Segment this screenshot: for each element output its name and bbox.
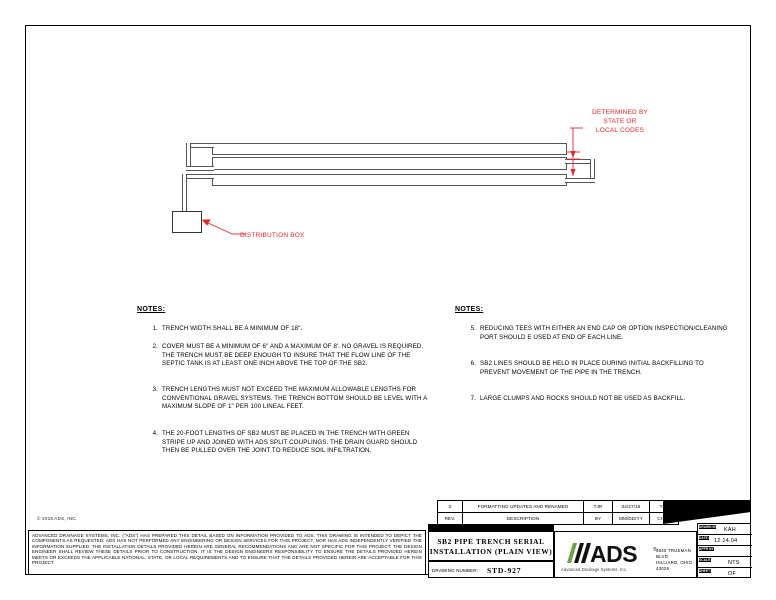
svg-text:®: ® bbox=[653, 547, 657, 553]
title-block-meta-cell bbox=[697, 523, 751, 578]
callout-line-3: LOCAL CODES bbox=[595, 127, 645, 134]
note-text: LARGE CLUMPS AND ROCKS SHOULD NOT BE USED AS BACKFILL. bbox=[480, 395, 686, 402]
meta-label-drawn-by: DRAWN BY: bbox=[699, 525, 719, 529]
meta-row-appr-by bbox=[698, 546, 752, 557]
revision-table bbox=[437, 500, 679, 525]
ads-address bbox=[656, 548, 696, 572]
meta-row-scale bbox=[698, 557, 752, 568]
meta-label-date: DATE: bbox=[699, 536, 710, 540]
title-block-drawing-number-cell bbox=[428, 561, 554, 578]
title-block-logo-cell bbox=[554, 531, 697, 578]
copyright-text: © 2016 ADS, INC. bbox=[37, 516, 78, 521]
callout-distribution-box: DISTRIBUTION BOX bbox=[240, 232, 305, 239]
meta-row-sheet bbox=[698, 568, 752, 579]
note-number: 6. bbox=[470, 360, 476, 367]
meta-value-sheet: OF bbox=[728, 571, 737, 577]
revision-header-rev: REV. bbox=[438, 513, 463, 525]
revision-rev: 2 bbox=[438, 501, 463, 513]
note-number: 3. bbox=[152, 386, 158, 393]
ads-tagline: Advanced Drainage Systems, Inc. bbox=[561, 567, 628, 572]
trench-pipe-3 bbox=[212, 174, 567, 186]
note-text: REDUCING TEES WITH EITHER AN END CAP OR OPTION INSPECTION/CLEANING PORT SHOULD E USED AT END OF EACH LINE. bbox=[480, 325, 728, 341]
note-item bbox=[145, 386, 430, 412]
revision-description: FORMATTING UPDATES AND RENAMED bbox=[463, 501, 584, 513]
meta-label-sheet: SHEET: bbox=[699, 569, 711, 573]
dbox-feed-vertical bbox=[182, 174, 187, 214]
revision-date: 04/27/16 bbox=[613, 501, 650, 513]
title-block-title-cell bbox=[428, 531, 554, 561]
note-number: 4. bbox=[152, 430, 158, 437]
right-elbow-bottom-run bbox=[565, 178, 595, 183]
note-text: THE 20-FOOT LENGTHS OF SB2 MUST BE PLACED IN THE TRENCH WITH GREEN STRIPE UP AND JOINED WITH ADS SPLIT COUPLINGS. THE DRAIN GUARD SHOULD THEN BE PULLED OVER THE JOINT TO REDUCE SOIL INFILTRATION. bbox=[162, 430, 418, 455]
distribution-box bbox=[172, 211, 202, 233]
callout-determined-by-codes bbox=[560, 108, 680, 135]
note-number: 1. bbox=[152, 325, 158, 332]
meta-row-date bbox=[698, 535, 752, 546]
trench-pipe-2 bbox=[212, 157, 567, 170]
callout-line-2: STATE OR bbox=[603, 118, 637, 125]
revision-header-row bbox=[438, 513, 679, 525]
notes-left-heading: NOTES: bbox=[137, 306, 166, 313]
note-item bbox=[463, 325, 728, 342]
note-number: 7. bbox=[470, 395, 476, 402]
drawing-number-value: STD-927 bbox=[487, 566, 522, 575]
revision-header-chkd: CHKD bbox=[650, 513, 679, 525]
meta-value-date: 12.14.04 bbox=[714, 538, 738, 544]
note-item bbox=[145, 343, 430, 369]
note-number: 2. bbox=[152, 343, 158, 350]
revision-header-date: MM/DD/YY bbox=[613, 513, 650, 525]
notes-right-heading: NOTES: bbox=[455, 306, 484, 313]
note-text: COVER MUST BE A MINIMUM OF 6" AND A MAXIMUM OF 8'. NO GRAVEL IS REQUIRED. THE TRENCH MUST BE DEEP ENOUGH TO INSURE THAT THE FLOW LINE OF THE SEPTIC TANK IS AT LEAST ONE INCH ABOVE THE TOP OF THE SB2. bbox=[162, 343, 424, 368]
meta-value-drawn-by: KAH bbox=[724, 527, 736, 533]
callout-line-1: DETERMINED BY bbox=[591, 109, 649, 116]
note-item bbox=[145, 325, 430, 334]
revision-header-by: BY bbox=[584, 513, 613, 525]
ads-address-line-2: HILLIARD, OHIO 43026 bbox=[656, 560, 693, 571]
drawing-title-line-1: SB2 PIPE TRENCH SERIAL bbox=[437, 537, 545, 546]
meta-value-scale: NTS bbox=[728, 560, 740, 566]
note-item bbox=[463, 395, 728, 404]
meta-row-drawn-by bbox=[698, 524, 752, 535]
ads-address-line-1: 4640 TRUEMAN BLVD bbox=[656, 548, 692, 559]
note-number: 5. bbox=[470, 325, 476, 332]
note-item bbox=[145, 430, 430, 456]
meta-label-appr-by: APPR BY: bbox=[699, 547, 715, 551]
left-elbow-bottom-run bbox=[186, 166, 214, 171]
revision-by: TJR bbox=[584, 501, 613, 513]
revision-row bbox=[438, 501, 679, 513]
revision-header-description: DESCRIPTION bbox=[463, 513, 584, 525]
note-text: TRENCH WIDTH SHALL BE A MINIMUM OF 18". bbox=[162, 325, 303, 332]
note-text: TRENCH LENGTHS MUST NOT EXCEED THE MAXIMUM ALLOWABLE LENGTHS FOR CONVENTIONAL GRAVEL SYSTEMS. THE TRENCH BOTTOM SHOULD BE LEVEL WITH A MAXIMUM SLOPE OF 1" PER 100 LINEAL FEET. bbox=[162, 386, 427, 411]
meta-label-scale: SCALE: bbox=[699, 558, 712, 562]
title-block-top-bar bbox=[428, 524, 554, 531]
drawing-title-line-2: INSTALLATION (PLAIN VIEW) bbox=[429, 547, 553, 556]
ads-logo-icon bbox=[561, 541, 661, 565]
svg-text:ADS: ADS bbox=[590, 541, 638, 565]
trench-pipe-1 bbox=[212, 143, 567, 155]
disclaimer-text: ADVANCED DRAINAGE SYSTEMS, INC. ("ADS") HAS PREPARED THIS DETAIL BASED ON INFORMATION PROVIDED TO ADS. THIS DRAWING IS INTENDED TO DEPICT THE COMPONENTS AS REQUESTED. ADS HAS NOT PERFORMED ANY ENGINEERING OR DESIGN SERVICES FOR THIS PROJECT, NOR HAS ADS INDEPENDENTLY VERIFIED THE INFORMATION SUPPLIED. THE INSTALLATION DETAILS PROVIDED HEREIN ARE GENERAL RECOMMENDATIONS AND ARE NOT SPECIFIC FOR THIS PROJECT. THE DESIGN ENGINEER SHALL REVIEW THESE DETAILS PRIOR TO CONSTRUCTION. IT IS THE DESIGN ENGINEERS RESPONSIBILITY TO ENSURE THE DETAILS PROVIDED HEREIN MEETS OR EXCEEDS THE APPLICABLE NATIONAL, STATE, OR LOCAL REQUIREMENTS AND TO ENSURE THAT THE DETAILS PROVIDED HEREIN ARE ACCEPTABLE FOR THIS PROJECT. bbox=[28, 530, 426, 575]
note-text: SB2 LINES SHOULD BE HELD IN PLACE DURING INITIAL BACKFILLING TO PREVENT MOVEMENT OF THE PIPE IN THE TRENCH. bbox=[480, 360, 704, 376]
revision-chkd: TJR bbox=[650, 501, 679, 513]
note-item bbox=[463, 360, 728, 377]
drawing-number-label: DRAWING NUMBER: bbox=[432, 568, 478, 573]
